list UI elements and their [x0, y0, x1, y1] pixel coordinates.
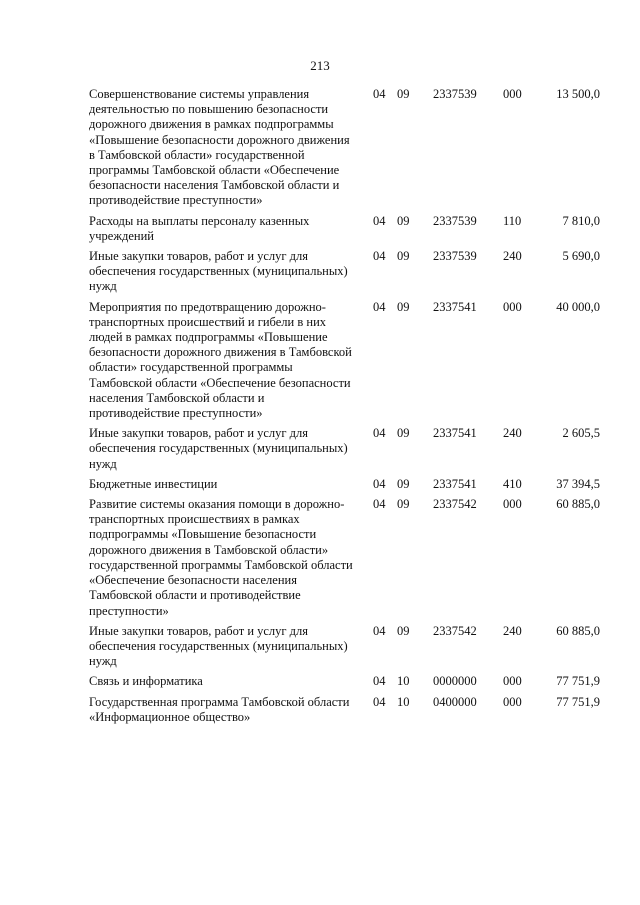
table-row: [89, 87, 600, 214]
section-code: 04: [373, 299, 386, 314]
amount: 7 810,0: [562, 213, 600, 228]
subsection-code: 09: [397, 249, 410, 264]
amount: 60 885,0: [556, 623, 600, 638]
expense-name: Иные закупки товаров, работ и услуг для обеспечения государственных (муниципальных) нужд: [89, 249, 348, 294]
target-article-code: 2337541: [433, 426, 477, 441]
subsection-code: 09: [397, 497, 410, 512]
table-row: [89, 695, 600, 730]
target-article-code: 0000000: [433, 674, 477, 689]
target-article-code: 2337539: [433, 213, 477, 228]
subsection-code: 09: [397, 87, 410, 101]
amount: 13 500,0: [556, 87, 600, 101]
expense-type-code: 000: [503, 299, 522, 314]
subsection-code: 09: [397, 299, 410, 314]
subsection-code: 09: [397, 623, 410, 638]
section-code: 04: [373, 249, 386, 264]
expense-name: Иные закупки товаров, работ и услуг для обеспечения государственных (муниципальных) нужд: [89, 426, 348, 471]
section-code: 04: [373, 497, 386, 512]
amount: 77 751,9: [556, 674, 600, 689]
target-article-code: 2337539: [433, 249, 477, 264]
table-row: [89, 426, 600, 477]
table-row: [89, 624, 600, 675]
section-code: 04: [373, 426, 386, 441]
subsection-code: 09: [397, 476, 410, 491]
expense-name: Развитие системы оказания помощи в дорожно-транспортных происшествиях в рамках подпрограммы «Повышение безопасности дорожного движения в Тамбовской области» государственной программы Тамбовской области «Обеспечение безопасности населения Тамбовской области и противодействие преступности»: [89, 497, 353, 618]
amount: 77 751,9: [556, 694, 600, 709]
expense-type-code: 000: [503, 497, 522, 512]
budget-table-body: [89, 87, 600, 730]
target-article-code: 2337541: [433, 476, 477, 491]
expense-type-code: 240: [503, 249, 522, 264]
table-row: [89, 497, 600, 624]
expense-type-code: 240: [503, 426, 522, 441]
expense-name: Расходы на выплаты персоналу казенных учреждений: [89, 213, 310, 243]
section-code: 04: [373, 213, 386, 228]
subsection-code: 09: [397, 426, 410, 441]
expense-name: Бюджетные инвестиции: [89, 476, 218, 491]
expense-type-code: 240: [503, 623, 522, 638]
target-article-code: 2337542: [433, 623, 477, 638]
section-code: 04: [373, 694, 386, 709]
amount: 5 690,0: [562, 249, 600, 264]
table-row: [89, 249, 600, 300]
section-code: 04: [373, 674, 386, 689]
table-row: [89, 300, 600, 427]
expense-type-code: 000: [503, 87, 522, 101]
section-code: 04: [373, 476, 386, 491]
amount: 2 605,5: [562, 426, 600, 441]
subsection-code: 10: [397, 674, 410, 689]
amount: 60 885,0: [556, 497, 600, 512]
expense-type-code: 110: [503, 213, 522, 228]
page-number: 213: [310, 58, 330, 73]
target-article-code: 2337542: [433, 497, 477, 512]
expense-type-code: 000: [503, 674, 522, 689]
amount: 40 000,0: [556, 299, 600, 314]
table-row: [89, 477, 600, 497]
expense-type-code: 000: [503, 694, 522, 709]
expense-name: Мероприятия по предотвращению дорожно-транспортных происшествий и гибели в них людей в рамках подпрограммы «Повышение безопасности дорожного движения в Тамбовской области» государственной программы Тамбовской области «Обеспечение безопасности населения Тамбовской области и противодействие преступности»: [89, 299, 352, 421]
expense-name: Связь и информатика: [89, 674, 203, 689]
target-article-code: 0400000: [433, 694, 477, 709]
target-article-code: 2337539: [433, 87, 477, 101]
budget-table: [89, 87, 600, 730]
expense-name: Государственная программа Тамбовской области «Информационное общество»: [89, 694, 350, 724]
expense-type-code: 410: [503, 476, 522, 491]
expense-name: Иные закупки товаров, работ и услуг для обеспечения государственных (муниципальных) нужд: [89, 623, 348, 669]
amount: 37 394,5: [556, 476, 600, 491]
table-row: [89, 674, 600, 694]
section-code: 04: [373, 623, 386, 638]
subsection-code: 10: [397, 694, 410, 709]
table-row: [89, 214, 600, 249]
section-code: 04: [373, 87, 386, 101]
target-article-code: 2337541: [433, 299, 477, 314]
expense-name: Совершенствование системы управления деятельностью по повышению безопасности дорожного движения в рамках подпрограммы «Повышение безопасности дорожного движения в Тамбовской области» государственной программы Тамбовской области «Обеспечение безопасности населения Тамбовской области и противодействие преступности»: [89, 87, 350, 208]
subsection-code: 09: [397, 213, 410, 228]
